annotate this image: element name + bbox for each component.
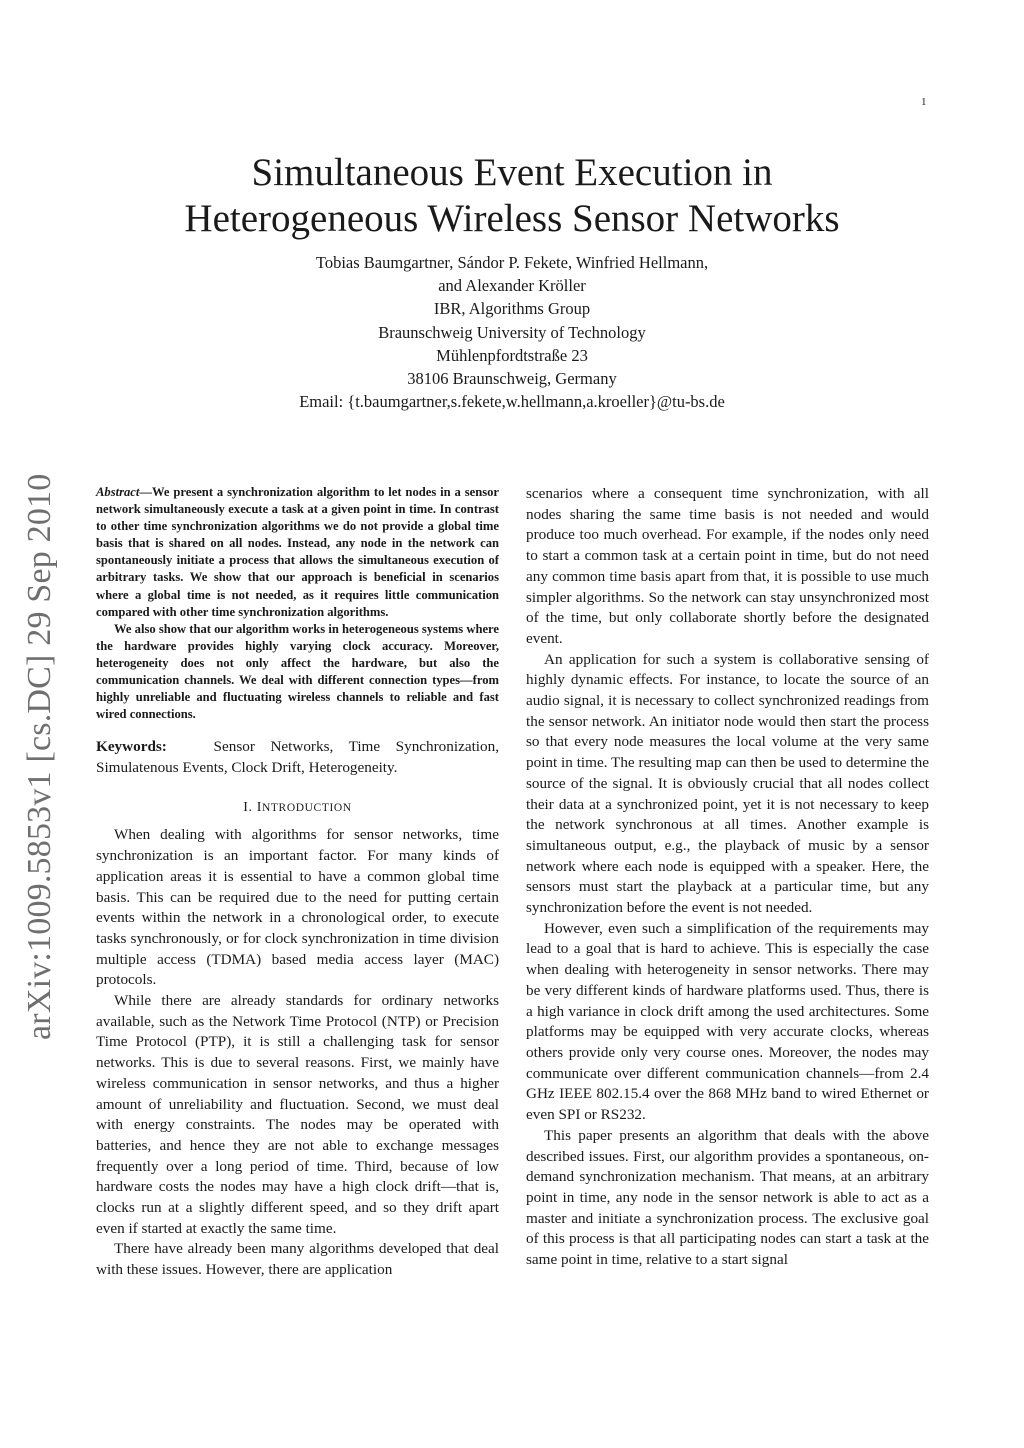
affiliation-street: Mühlenpfordtstraße 23: [436, 345, 588, 365]
title-line: Heterogeneous Wireless Sensor Networks: [184, 197, 840, 240]
affiliation-university: Braunschweig University of Technology: [378, 322, 646, 342]
section-heading-introduction: [96, 798, 499, 819]
body-paragraph: However, even such a simplification of the requirements may lead to a goal that is hard to achieve. This is especially the case when dealing with heterogeneity in sensor networks. There may be very different kinds of hardware platforms used. Thus, there is a high variance in clock drift among the used architectures. Some platforms may be equipped with very accurate clocks, whereas others provide only very course ones. Moreover, the nodes may communicate over different communication channels—from 2.4 GHz IEEE 802.15.4 over the 868 MHz band to wired Ethernet or even SPI or RS232.: [526, 919, 929, 1124]
left-column: [96, 484, 499, 1281]
keywords: [96, 737, 499, 778]
body-paragraph: An application for such a system is collaborative sensing of highly dynamic effects. For instance, to locate the source of an audio signal, it is necessary to collect synchronized readings from the sensor network. An initiator node would then start the process so that every node measures the local volume at the very same point in time. The resulting map can then be used to determine the source of the signal. It is obviously crucial that all nodes collect their data at a synchronized point, yet it is not necessary to keep the network synchronous at all times. Another example is simultaneous output, e.g., the playback of music by a sensor network where each node is equipped with a speaker. Here, the sensors must start the playback at a particular time, but any synchronization before the event is not needed.: [526, 650, 929, 917]
abstract-label: Abstract: [96, 485, 140, 499]
affiliation-city: 38106 Braunschweig, Germany: [407, 369, 617, 389]
section-numeral: I.: [243, 799, 257, 815]
body-paragraph: scenarios where a consequent time synchronization, with all nodes sharing the same time basis is not needed and would produce too much overhead. For example, if the nodes only need to start a common task at a certain point in time, but do not need any common time basis apart from that, it is possible to use much simpler algorithms. So the network can stay unsynchronized most of the time, but only collaborate shortly before the designated event.: [526, 485, 929, 647]
author-names-cont: and Alexander Kröller: [438, 276, 586, 296]
body-paragraph: There have already been many algorithms developed that deal with these issues. However, there are application: [96, 1240, 499, 1279]
abstract-paragraph: [96, 484, 499, 621]
abstract-text: We present a synchronization algorithm to let nodes in a sensor network simultaneously execute a task at a given point in time. In contrast to other time synchronization algorithms we do not provide a global time basis that is shared on all nodes. Instead, any node in the network can spontaneously initiate a process that allows the simultaneous execution of arbitrary tasks. We show that our approach is beneficial in scenarios where a global time is not needed, as it requires little communication compared with other time synchronization algorithms.: [96, 485, 499, 619]
abstract: [96, 484, 499, 723]
body-paragraph: While there are already standards for ordinary networks available, such as the Network Time Protocol (NTP) or Precision Time Protocol (PTP), it is still a challenging task for sensor networks. This is due to several reasons. First, we mainly have wireless communication in sensor networks, and thus a higher amount of unreliability and fluctuation. Second, we must deal with energy constraints. The nodes may be operated with batteries, and hence they are not able to exchange messages frequently over a long period of time. Third, because of low hardware costs the nodes may have a high clock drift—that is, clocks run at a slightly different speed, and so they drift apart even if started at exactly the same time.: [96, 992, 499, 1237]
author-names: Tobias Baumgartner, Sándor P. Fekete, Winfried Hellmann,: [315, 253, 709, 272]
abstract-paragraph: We also show that our algorithm works in heterogeneous systems where the hardware provides highly varying clock accuracy. Moreover, heterogeneity does not only affect the hardware, but also the communication channels. We deal with different connection types—from highly unreliable and fluctuating wireless channels to reliable and fast wired connections.: [96, 621, 499, 722]
body-paragraph: When dealing with algorithms for sensor networks, time synchronization is an important factor. For many kinds of application areas it is essential to have a common global time basis. This can be required due to the need for putting certain events within the network in a chronological order, to execute tasks synchronously, or for clock synchronization in time division multiple access (TDMA) based media access layer (MAC) protocols.: [96, 826, 499, 989]
author-block: [100, 251, 924, 413]
author-email: Email: {t.baumgartner,s.fekete,w.hellmann,a.kroeller}@tu-bs.de: [299, 392, 725, 412]
section-first-letter: I: [256, 799, 263, 815]
paper-title: [100, 150, 924, 242]
section-title-rest: NTRODUCTION: [262, 801, 352, 814]
abstract-dash: —: [139, 485, 152, 499]
affiliation-group: IBR, Algorithms Group: [433, 299, 591, 319]
right-column: [526, 484, 929, 1271]
page-number: 1: [921, 96, 927, 108]
body-paragraph: This paper presents an algorithm that deals with the above described issues. First, our algorithm provides a spontaneous, on-demand synchronization mechanism. That means, at an arbitrary point in time, any node in the sensor network is able to act as a master and initiate a synchronization process. The exclusive goal of this process is that all participating nodes can start a task at the same point in time, relative to a start signal: [526, 1126, 929, 1269]
keywords-label: Keywords:: [96, 738, 167, 756]
title-line: Simultaneous Event Execution in: [251, 151, 773, 194]
arxiv-identifier: arXiv:1009.5853v1 [cs.DC] 29 Sep 2010: [21, 473, 58, 1040]
keywords-text: Sensor Networks, Time Synchronization, Simulatenous Events, Clock Drift, Heterogeneity.: [96, 738, 499, 777]
